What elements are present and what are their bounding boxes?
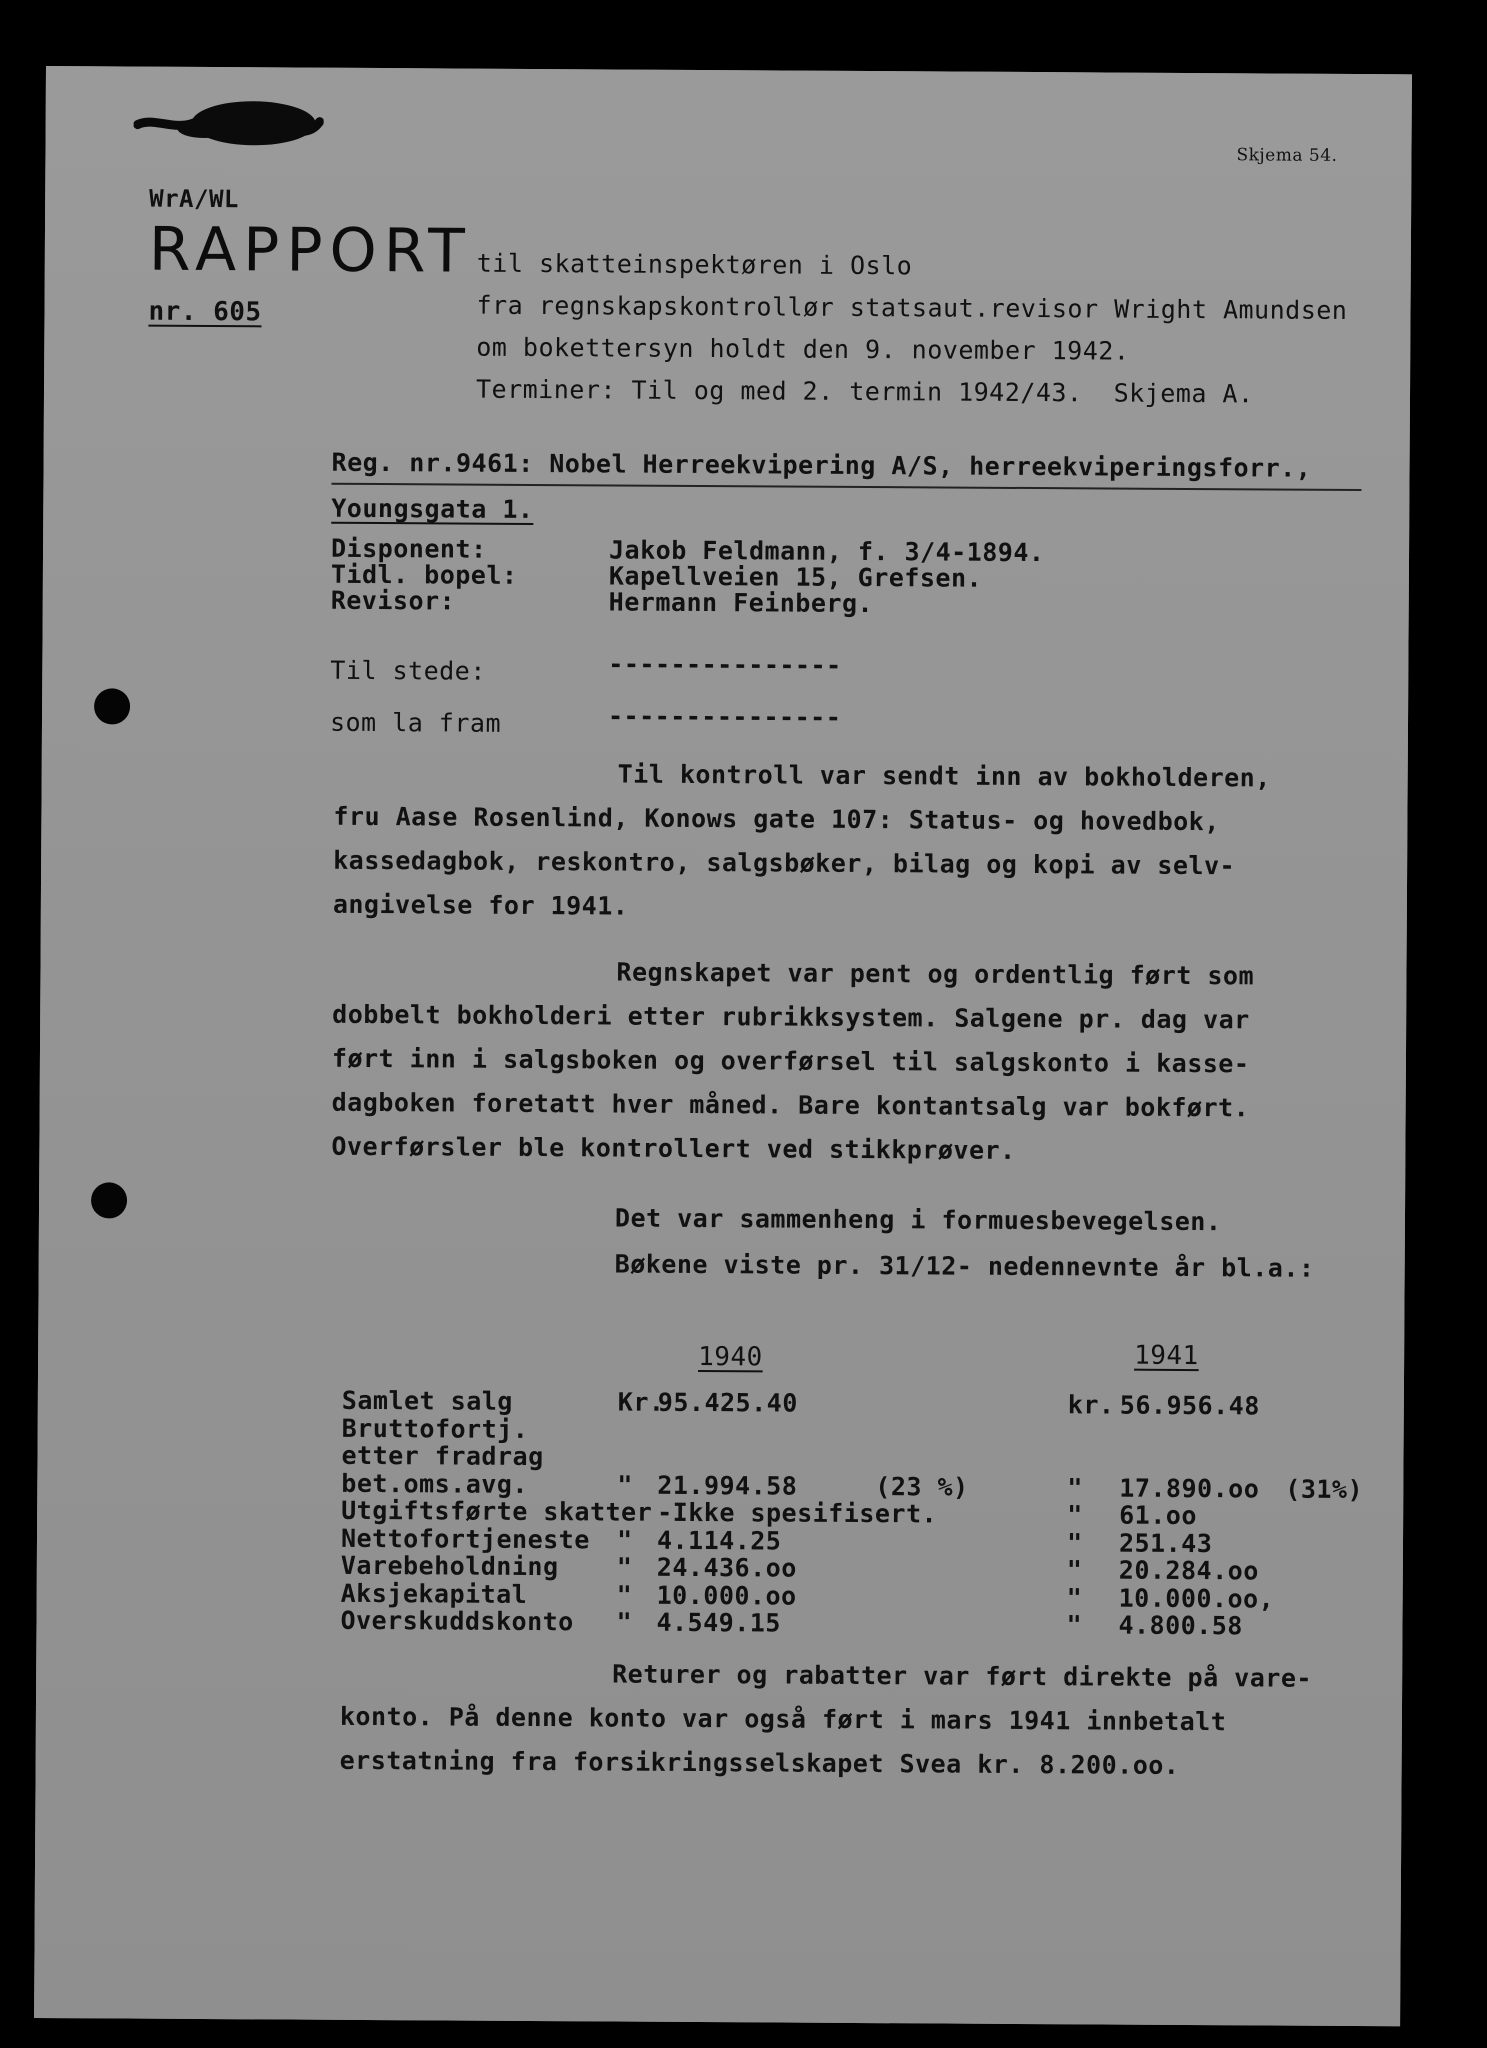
paragraph-2-line-4: dagboken foretatt hver måned. Bare kontantsalg var bokført.	[331, 1087, 1250, 1123]
person-value-revisor: Hermann Feinberg.	[608, 587, 874, 619]
table-cell-v1: 21.994.58	[657, 1470, 798, 1501]
person-label-bopel: Tidl. bopel:	[330, 559, 518, 590]
address-line-3: om bokettersyn holdt den 9. november 1942.	[476, 332, 1130, 366]
paragraph-2-line-3: ført inn i salgsboken og overførsel til salgskonto i kasse-	[331, 1043, 1250, 1079]
table-cell-v2: 10.000.oo,	[1118, 1583, 1275, 1614]
table-cell-m2: "	[1066, 1555, 1083, 1585]
table-cell-label: bet.oms.avg.	[341, 1468, 529, 1499]
registration-line: Reg. nr.9461: Nobel Herreekvipering A/S, herreekviperingsforr.,	[331, 447, 1312, 483]
paragraph-5-line-1: Returer og rabatter var ført direkte på vare-	[612, 1659, 1313, 1693]
table-cell-v2: 61.oo	[1119, 1500, 1198, 1531]
table-cell-m2: "	[1066, 1610, 1083, 1640]
attendance-value-1: ---------------	[608, 649, 842, 680]
paragraph-2-line-5: Overførsler ble kontrollert ved stikkprøver.	[331, 1131, 1016, 1165]
paragraph-1-line-1: Til kontroll var sendt inn av bokholderen,	[617, 759, 1271, 793]
year-1941: 1941	[1134, 1340, 1199, 1372]
table-cell-v1: 95.425.40	[657, 1387, 798, 1418]
table-cell-n1: (23 %)	[875, 1471, 969, 1502]
table-cell-m2: "	[1066, 1582, 1083, 1612]
paragraph-4: Bøkene viste pr. 31/12- nedennevnte år bl.a.:	[614, 1249, 1315, 1283]
paragraph-5-line-3: erstatning fra forsikringsselskapet Svea kr. 8.200.oo.	[339, 1745, 1180, 1780]
table-cell-label: Samlet salg	[341, 1385, 514, 1416]
table-cell-m1: "	[616, 1525, 633, 1555]
paragraph-1-line-2: fru Aase Rosenlind, Konows gate 107: Status- og hovedbok,	[333, 801, 1220, 837]
person-value-disponent: Jakob Feldmann, f. 3/4-1894.	[608, 535, 1045, 568]
table-cell-v1: 24.436.oo	[656, 1552, 797, 1583]
report-title: RAPPORT	[148, 214, 472, 287]
initials: WrA/WL	[149, 184, 239, 214]
table-cell-label: Bruttofortj.	[341, 1413, 529, 1444]
paragraph-2-line-1: Regnskapet var pent og ordentlig ført som	[616, 957, 1255, 991]
table-cell-v1: -Ikke spesifisert.	[657, 1497, 938, 1529]
table-cell-label: Overskuddskonto	[340, 1605, 574, 1637]
table-cell-m2: "	[1067, 1500, 1083, 1530]
table-cell-m2: "	[1067, 1472, 1083, 1502]
table-cell-v1: 4.114.25	[656, 1525, 782, 1556]
form-id: Skjema 54.	[1236, 145, 1338, 166]
document-sheet	[34, 66, 1412, 2026]
attendance-value-2: ---------------	[607, 701, 842, 732]
table-cell-v2: 17.890.oo	[1119, 1473, 1260, 1503]
attendance-label-2: som la fram	[329, 707, 502, 738]
table-cell-m1: Kr.	[617, 1387, 665, 1417]
table-cell-m1: "	[616, 1552, 633, 1582]
person-value-bopel: Kapellveien 15, Grefsen.	[608, 561, 983, 593]
table-cell-v2: 4.800.58	[1118, 1610, 1244, 1641]
year-1940: 1940	[698, 1342, 763, 1373]
table-cell-m2: kr.	[1067, 1390, 1115, 1420]
address-line-1: til skatteinspektøren i Oslo	[476, 248, 913, 281]
registration-rule	[331, 483, 1361, 491]
paragraph-1-line-4: angivelse for 1941.	[332, 889, 629, 921]
table-cell-v2: 56.956.48	[1119, 1390, 1260, 1421]
table-cell-m2: "	[1066, 1527, 1083, 1557]
table-cell-v2: 20.284.oo	[1118, 1555, 1259, 1586]
table-cell-v2: 251.43	[1118, 1528, 1213, 1558]
table-cell-m1: "	[616, 1607, 633, 1637]
report-number: nr. 605	[148, 296, 262, 328]
table-cell-label: Utgiftsførte skatter	[341, 1495, 653, 1527]
person-label-revisor: Revisor:	[330, 585, 456, 616]
paragraph-2-line-2: dobbelt bokholderi etter rubrikksystem. Salgene pr. dag var	[332, 999, 1250, 1035]
table-cell-label: etter fradrag	[341, 1440, 544, 1472]
table-cell-v1: 10.000.oo	[656, 1580, 797, 1611]
table-cell-m1: "	[617, 1470, 633, 1500]
paragraph-1-line-3: kassedagbok, reskontro, salgsbøker, bilag og kopi av selv-	[333, 845, 1236, 881]
table-cell-label: Aksjekapital	[340, 1578, 528, 1609]
address-line-4: Terminer: Til og med 2. termin 1942/43. Skjema A.	[475, 374, 1254, 409]
table-cell-n2: (31%)	[1285, 1474, 1364, 1504]
table-cell-label: Varebeholdning	[340, 1550, 559, 1582]
punch-hole-bottom	[91, 1182, 127, 1218]
paragraph-5-line-2: konto. På denne konto var også ført i mars 1941 innbetalt	[339, 1701, 1227, 1737]
table-cell-m1: "	[616, 1580, 633, 1610]
table-cell-label: Nettofortjeneste	[340, 1523, 590, 1554]
paragraph-3: Det var sammenheng i formuesbevegelsen.	[614, 1203, 1222, 1237]
attendance-label-1: Til stede:	[330, 655, 486, 686]
address-line-2: fra regnskapskontrollør statsaut.revisor Wright Amundsen	[476, 290, 1348, 325]
ink-blot-redaction	[133, 97, 323, 154]
registration-address: Youngsgata 1.	[331, 493, 534, 524]
person-label-disponent: Disponent:	[330, 533, 487, 564]
table-cell-v1: 4.549.15	[656, 1607, 782, 1638]
punch-hole-top	[94, 688, 130, 724]
